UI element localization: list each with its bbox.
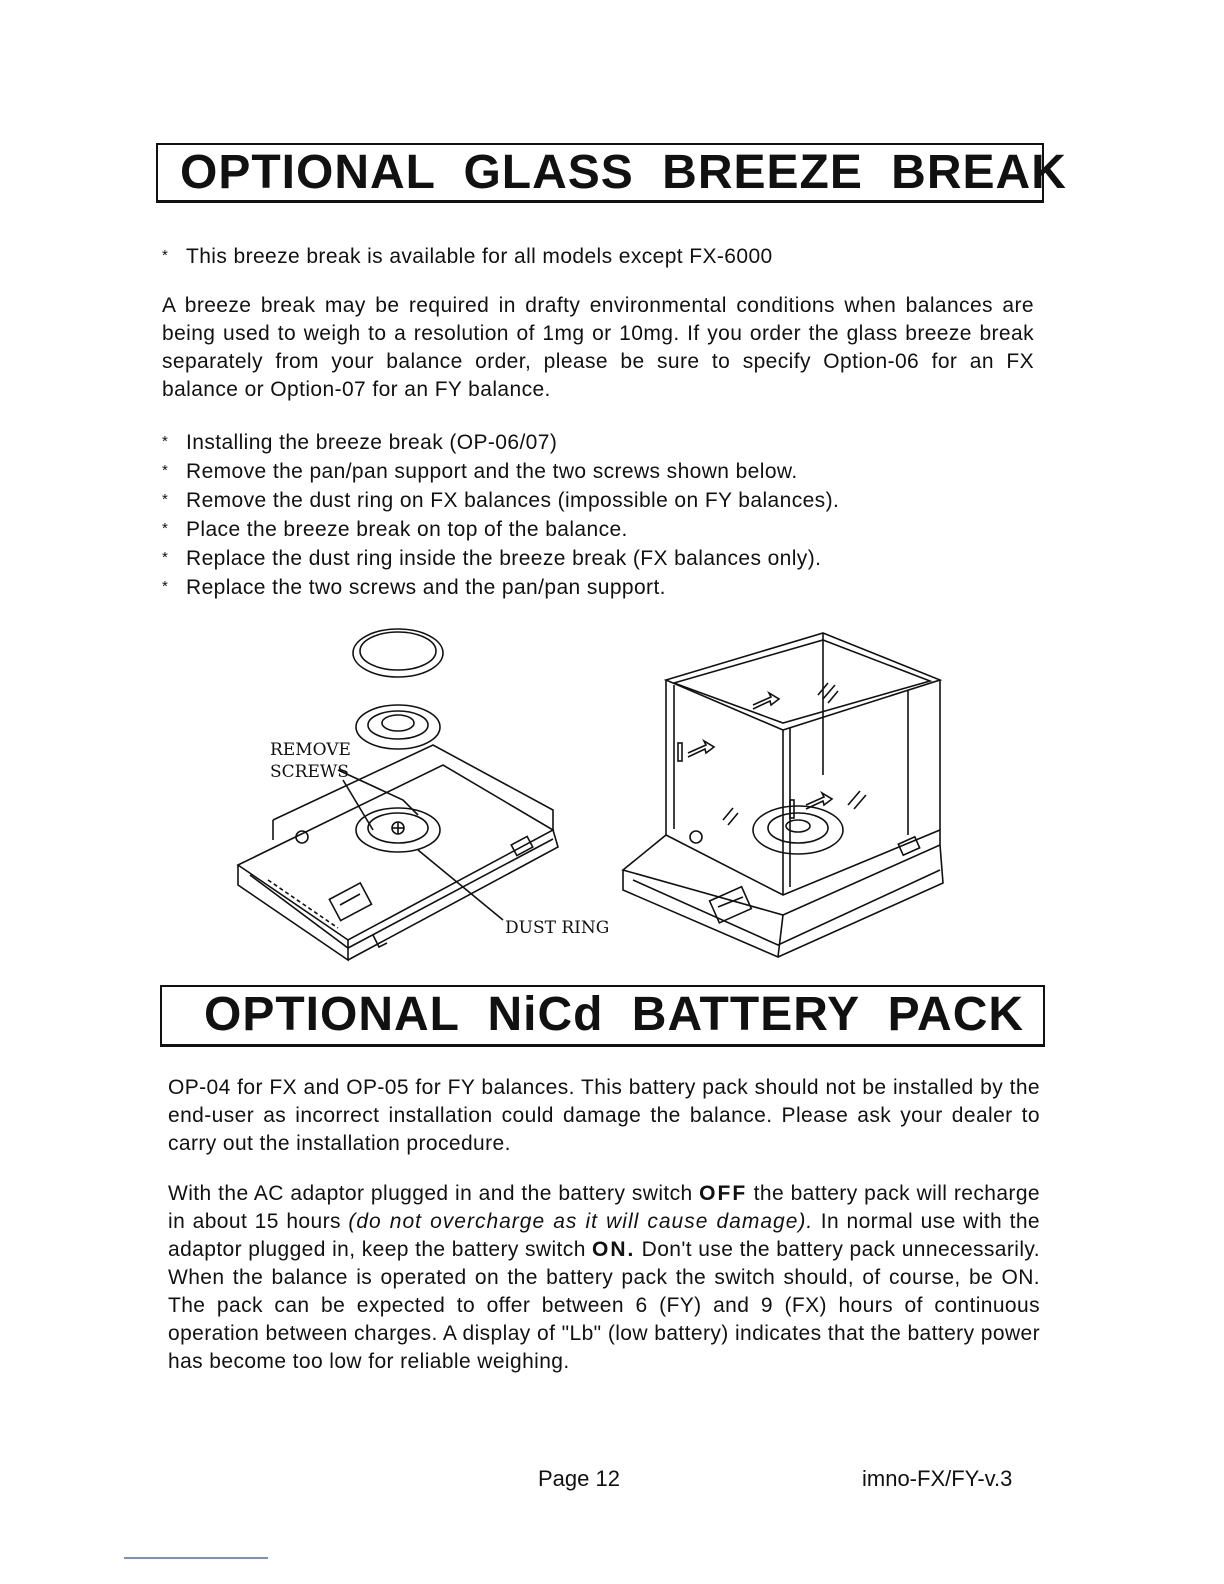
list-item: * Remove the dust ring on FX balances (impossible on FY balances). [162, 489, 840, 512]
list-item: * Replace the two screws and the pan/pan support. [162, 576, 666, 599]
list-item: * Installing the breeze break (OP-06/07) [162, 431, 558, 454]
switch-off-label: OFF [699, 1182, 748, 1205]
battery-intro-paragraph: OP-04 for FX and OP-05 for FY balances. This battery pack should not be installed by the end-user as incorrect installation could damage the balance. Please ask your dealer to carry out the installation procedure. [168, 1076, 1040, 1155]
breeze-break-installed-illustration [618, 625, 948, 960]
list-item: * Replace the dust ring inside the breeze break (FX balances only). [162, 547, 822, 570]
bullet-star: * [162, 247, 169, 264]
balance-disassembly-illustration [228, 615, 628, 965]
intro-paragraph: A breeze break may be required in drafty environmental conditions when balances are being used to weigh to a resolution of 1mg or 10mg. If you order the glass breeze break separately from your balance order, please be sure to specify Option-06 for an FX balance or Option-07 for an FY balance. [162, 294, 1034, 401]
list-item: * Remove the pan/pan support and the two screws shown below. [162, 460, 798, 483]
battery-usage-paragraph: With the AC adaptor plugged in and the battery switch OFF the battery pack will recharge in about 15 hours (do not overcharge as it will cause damage). In normal use with the adaptor plugged in, keep the battery switch ON. Don't use the battery pack unnecessarily. When the balance is operated on the battery pack the switch should, of course, be ON. The pack can be expected to offer between 6 (FY) and 9 (FX) hours of continuous operation between charges. A display of "Lb" (low battery) indicates that the battery power has become too low for reliable weighing. [168, 1182, 1040, 1373]
installation-steps [162, 428, 839, 602]
section-heading-battery-pack: OPTIONAL NiCd BATTERY PACK [160, 985, 1045, 1047]
label-screws: SCREWS [270, 762, 349, 782]
footer-rule [124, 1557, 268, 1559]
list-item: * Place the breeze break on top of the balance. [162, 518, 628, 541]
label-remove: REMOVE [270, 740, 351, 760]
availability-note [162, 242, 773, 271]
section-heading-breeze-break: OPTIONAL GLASS BREEZE BREAK [156, 143, 1044, 203]
availability-text: This breeze break is available for all models except FX-6000 [186, 245, 773, 268]
switch-on-label: ON. [592, 1238, 636, 1261]
document-id: imno-FX/FY-v.3 [862, 1466, 1013, 1491]
overcharge-warning: (do not overcharge as it will cause damage). [348, 1210, 814, 1233]
page-number: Page 12 [538, 1466, 620, 1491]
label-dust-ring: DUST RING [505, 918, 610, 938]
